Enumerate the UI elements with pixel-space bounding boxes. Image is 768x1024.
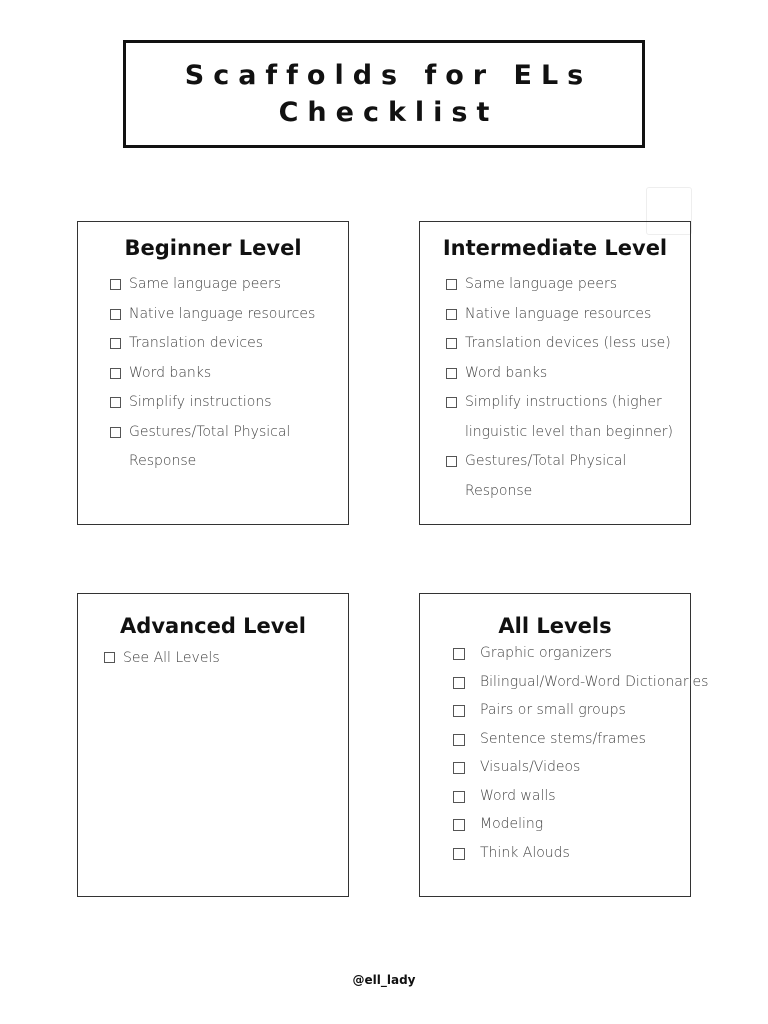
item-label: Pairs or small groups	[480, 702, 626, 718]
item-label: Native language resources	[129, 305, 316, 322]
list-item	[446, 447, 673, 506]
list-item	[446, 388, 673, 447]
item-label: Simplify instructions	[129, 394, 272, 410]
checklist	[453, 639, 708, 867]
list-item	[446, 270, 673, 300]
item-label-continued: Response	[129, 453, 197, 469]
item-label: Bilingual/Word-Word Dictionaries	[480, 673, 709, 690]
checklist	[446, 270, 673, 506]
item-label: Simplify instructions (higher	[465, 394, 662, 410]
item-label: Gestures/Total Physical	[129, 423, 291, 440]
checklist	[110, 270, 315, 477]
item-label: Word banks	[465, 364, 548, 381]
list-item	[453, 725, 708, 754]
checkbox[interactable]	[110, 338, 121, 349]
list-item	[453, 810, 708, 839]
list-item	[453, 753, 708, 782]
list-item	[453, 668, 708, 697]
item-label: Same language peers	[465, 276, 617, 292]
item-label: See All Levels	[123, 650, 220, 666]
item-label: Sentence stems/frames	[480, 730, 646, 747]
list-item	[453, 782, 708, 811]
list-item	[104, 646, 220, 670]
list-item	[110, 388, 315, 418]
checkbox[interactable]	[453, 791, 465, 803]
item-label: Same language peers	[129, 276, 281, 292]
list-item	[446, 329, 673, 359]
item-label: Native language resources	[465, 305, 652, 322]
list-item	[446, 300, 673, 330]
checkbox[interactable]	[110, 309, 121, 320]
checkbox[interactable]	[446, 456, 457, 467]
card-advanced-level	[77, 593, 349, 897]
list-item	[453, 696, 708, 725]
checkbox[interactable]	[110, 397, 121, 408]
item-label: Translation devices	[129, 335, 264, 351]
card-title: Beginner Level	[124, 236, 302, 260]
card-beginner-level	[77, 221, 349, 525]
checkbox[interactable]	[453, 734, 465, 746]
item-label: Think Alouds	[480, 844, 570, 861]
card-intermediate-level	[419, 221, 691, 525]
list-item	[446, 359, 673, 389]
title-line-1: Scaffolds for ELs	[184, 60, 593, 91]
item-label: Graphic organizers	[480, 645, 612, 661]
list-item	[110, 270, 315, 300]
checkbox[interactable]	[104, 652, 115, 663]
checkbox[interactable]	[110, 368, 121, 379]
checkbox[interactable]	[453, 677, 465, 689]
item-label: Visuals/Videos	[480, 759, 581, 775]
checkbox[interactable]	[453, 648, 465, 660]
checkbox[interactable]	[446, 279, 457, 290]
item-label-continued: Response	[465, 482, 533, 499]
checkbox[interactable]	[110, 427, 121, 438]
checkbox[interactable]	[453, 848, 465, 860]
checkbox[interactable]	[446, 368, 457, 379]
item-label-continued: linguistic level than beginner)	[465, 423, 674, 440]
item-label: Gestures/Total Physical	[465, 453, 627, 469]
item-label: Modeling	[480, 816, 544, 832]
checkbox[interactable]	[453, 762, 465, 774]
card-all-levels	[419, 593, 709, 897]
item-label: Translation devices (less use)	[465, 335, 671, 351]
checkbox[interactable]	[446, 397, 457, 408]
checkbox[interactable]	[453, 819, 465, 831]
list-item	[110, 300, 315, 330]
list-item	[110, 329, 315, 359]
checkbox[interactable]	[446, 309, 457, 320]
checkbox[interactable]	[110, 279, 121, 290]
checklist	[104, 646, 220, 670]
list-item	[453, 839, 708, 868]
item-label: Word banks	[129, 364, 212, 381]
card-title: Advanced Level	[120, 614, 306, 638]
card-title: Intermediate Level	[442, 236, 668, 260]
title-box	[123, 40, 645, 148]
card-title: All Levels	[498, 614, 612, 638]
footer-handle: @ell_lady	[352, 973, 416, 987]
item-label: Word walls	[480, 787, 556, 804]
checkbox[interactable]	[453, 705, 465, 717]
list-item	[110, 359, 315, 389]
list-item	[110, 418, 315, 477]
checkbox[interactable]	[446, 338, 457, 349]
title-line-2: Checklist	[278, 97, 499, 128]
list-item	[453, 639, 708, 668]
